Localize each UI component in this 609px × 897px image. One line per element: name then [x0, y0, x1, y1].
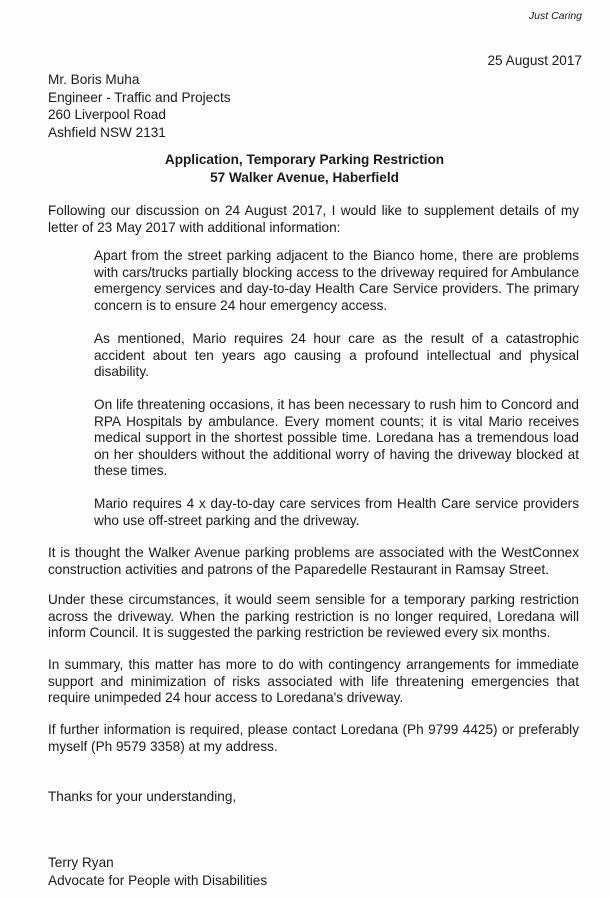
letter-date: 25 August 2017	[487, 53, 582, 68]
circumstances-paragraph: Under these circumstances, it would seem sensible for a temporary parking restriction across the driveway. When the parking restriction is no longer required, Loredana will inform Council. It is suggested the parking restriction be reviewed every six months.	[48, 592, 579, 641]
intro-paragraph: Following our discussion on 24 August 2017, I would like to supplement details of my letter of 23 May 2017 with additional information:	[48, 203, 579, 235]
closing-line: Thanks for your understanding,	[48, 789, 237, 804]
point-paragraph-emergency: On life threatening occasions, it has been necessary to rush him to Concord and RPA Hospitals by ambulance. Every moment counts; it is vital Mario receives medical support in the shortest possible time. Loredana has a tremendous load on her shoulders without the additional worry of having the driveway blocked at these times.	[94, 397, 579, 479]
letterhead-tagline: Just Caring	[528, 10, 582, 22]
point-paragraph-care: As mentioned, Mario requires 24 hour care as the result of a catastrophic accident about ten years ago causing a profound intellectual and physical disability.	[94, 331, 579, 380]
recipient-street: 260 Liverpool Road	[48, 107, 166, 122]
contact-paragraph: If further information is required, please contact Loredana (Ph 9799 4425) or preferably myself (Ph 9579 3358) at my address.	[48, 722, 579, 754]
subject-line-2: 57 Walker Avenue, Haberfield	[210, 169, 399, 185]
point-paragraph-access: Apart from the street parking adjacent to the Bianco home, there are problems with cars/trucks partially blocking access to the driveway required for Ambulance emergency services and day-to-day Health Care Service providers. The primary concern is to ensure 24 hour emergency access.	[94, 248, 579, 313]
point-paragraph-services: Mario requires 4 x day-to-day care services from Health Care service providers who use off-street parking and the driveway.	[94, 496, 579, 528]
westconnex-paragraph: It is thought the Walker Avenue parking problems are associated with the WestConnex construction activities and patrons of the Paparedelle Restaurant in Ramsay Street.	[48, 545, 579, 577]
signature-block	[48, 855, 267, 890]
subject-heading	[0, 152, 609, 187]
recipient-address	[48, 72, 231, 142]
signatory-role: Advocate for People with Disabilities	[48, 872, 268, 888]
subject-line-1: Application, Temporary Parking Restriction	[164, 152, 445, 167]
signatory-name: Terry Ryan	[48, 855, 114, 870]
summary-paragraph: In summary, this matter has more to do with contingency arrangements for immediate support and minimization of risks associated with life threatening emergencies that require unimpeded 24 hour access to Loredana's driveway.	[48, 657, 579, 706]
recipient-name: Mr. Boris Muha	[48, 72, 140, 87]
recipient-title: Engineer - Traffic and Projects	[48, 89, 231, 105]
recipient-suburb: Ashfield NSW 2131	[48, 124, 166, 140]
